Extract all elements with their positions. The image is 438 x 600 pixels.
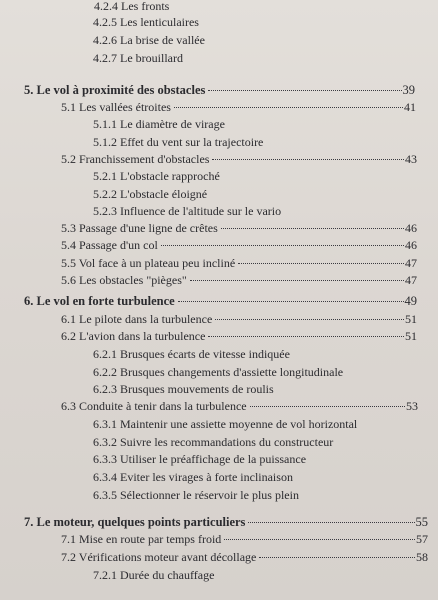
toc-entry-label: 5.1.1 Le diamètre de virage: [93, 117, 225, 131]
toc-entry-label: 4.2.5 Les lenticulaires: [93, 15, 199, 29]
toc-entry-5-2-1: [93, 168, 220, 184]
toc-chapter-5: [24, 82, 415, 98]
toc-entry-5-2-3: [93, 203, 281, 219]
toc-entry-7-2-1: [93, 567, 214, 583]
toc-section-7-2: [61, 549, 428, 565]
dot-leader: [259, 557, 415, 558]
toc-entry-label: 7.2.1 Durée du chauffage: [93, 568, 215, 582]
dot-leader: [224, 539, 415, 540]
toc-section-6-1: [61, 311, 417, 327]
toc-page-number: 58: [416, 550, 428, 564]
toc-section-title: 7.1 Mise en route par temps froid: [61, 532, 222, 546]
dot-leader: [190, 280, 404, 281]
toc-section-5-5: [61, 255, 417, 271]
toc-entry-6-3-5: [93, 487, 299, 503]
toc-entry-label: 4.2.7 Le brouillard: [93, 51, 183, 65]
toc-chapter-title: 6. Le vol en forte turbulence: [24, 294, 175, 308]
toc-entry-5-2-2: [93, 186, 207, 202]
toc-page-number: 46: [405, 221, 417, 235]
dot-leader: [250, 406, 405, 407]
toc-entry-label: 6.3.3 Utiliser le préaffichage de la puissance: [93, 452, 307, 466]
toc-section-5-4: [61, 237, 417, 253]
toc-entry-label: 4.2.4 Les fronts: [94, 0, 170, 13]
toc-entry-5-1-1: [93, 116, 225, 132]
toc-entry-label: 6.3.5 Sélectionner le réservoir le plus plein: [93, 488, 299, 502]
toc-entry-label: 4.2.6 La brise de vallée: [93, 33, 205, 47]
dot-leader: [174, 107, 403, 108]
toc-section-title: 6.3 Conduite à tenir dans la turbulence: [61, 399, 247, 413]
dot-leader: [161, 245, 404, 246]
toc-section-5-6: [61, 272, 417, 288]
toc-entry-label: 6.2.2 Brusques changements d'assiette longitudinale: [93, 365, 344, 379]
toc-page-number: 51: [405, 329, 417, 343]
toc-page-number: 46: [405, 238, 417, 252]
toc-page-number: 49: [404, 294, 417, 308]
toc-entry-4-2-6: [93, 32, 205, 48]
toc-page-number: 53: [406, 399, 418, 413]
toc-page-number: 39: [402, 83, 415, 97]
dot-leader: [221, 228, 404, 229]
toc-entry-label: 6.3.4 Eviter les virages à forte inclinaison: [93, 470, 293, 484]
toc-entry-label: 6.2.3 Brusques mouvements de roulis: [93, 382, 274, 396]
toc-page-number: 41: [404, 100, 416, 114]
toc-section-title: 7.2 Vérifications moteur avant décollage: [61, 550, 257, 564]
toc-section-5-2: [61, 151, 417, 167]
toc-page-number: 43: [405, 152, 417, 166]
toc-entry-6-3-4: [93, 469, 293, 485]
toc-entry-5-1-2: [93, 134, 263, 150]
dot-leader: [248, 522, 414, 523]
toc-entry-4-2-7: [93, 50, 183, 66]
toc-section-7-1: [61, 531, 428, 547]
toc-chapter-title: 7. Le moteur, quelques points particuliers: [24, 515, 246, 529]
toc-entry-6-3-1: [93, 416, 357, 432]
dot-leader: [212, 159, 404, 160]
toc-entry-label: 6.3.1 Maintenir une assiette moyenne de vol horizontal: [93, 417, 358, 431]
toc-entry-4-2-5: [93, 14, 199, 30]
toc-page-number: 55: [415, 515, 428, 529]
toc-section-title: 5.6 Les obstacles "pièges": [61, 273, 187, 287]
toc-entry-6-2-3: [93, 381, 274, 397]
toc-entry-label: 5.2.2 L'obstacle éloigné: [93, 187, 208, 201]
toc-chapter-title: 5. Le vol à proximité des obstacles: [24, 83, 206, 97]
toc-page-number: 47: [405, 273, 417, 287]
toc-chapter-6: [24, 293, 417, 309]
toc-entry-label: 5.1.2 Effet du vent sur la trajectoire: [93, 135, 264, 149]
toc-entry-label: 6.2.1 Brusques écarts de vitesse indiquée: [93, 347, 290, 361]
dot-leader: [238, 263, 404, 264]
toc-section-5-3: [61, 220, 417, 236]
toc-chapter-7: [24, 514, 428, 530]
toc-section-title: 6.1 Le pilote dans la turbulence: [61, 312, 213, 326]
toc-page-number: 51: [405, 312, 417, 326]
toc-page-number: 47: [405, 256, 417, 270]
dot-leader: [215, 319, 404, 320]
toc-entry-6-3-3: [93, 451, 306, 467]
dot-leader: [208, 336, 404, 337]
toc-section-5-1: [61, 99, 416, 115]
toc-page-number: 57: [416, 532, 428, 546]
toc-section-title: 5.2 Franchissement d'obstacles: [61, 152, 210, 166]
toc-entry-4-2-4: [94, 0, 169, 14]
toc-section-title: 6.2 L'avion dans la turbulence: [61, 329, 206, 343]
toc-entry-6-3-2: [93, 434, 333, 450]
toc-entry-6-2-2: [93, 364, 343, 380]
toc-section-6-2: [61, 328, 417, 344]
toc-entry-label: 5.2.1 L'obstacle rapproché: [93, 169, 220, 183]
toc-entry-6-2-1: [93, 346, 290, 362]
toc-entry-label: 6.3.2 Suivre les recommandations du constructeur: [93, 435, 334, 449]
toc-section-title: 5.5 Vol face à un plateau peu incliné: [61, 256, 236, 270]
dot-leader: [208, 90, 401, 91]
toc-section-6-3: [61, 398, 418, 414]
toc-section-title: 5.3 Passage d'une ligne de crêtes: [61, 221, 218, 235]
toc-entry-label: 5.2.3 Influence de l'altitude sur le vario: [93, 204, 282, 218]
dot-leader: [178, 301, 404, 302]
toc-section-title: 5.1 Les vallées étroites: [61, 100, 171, 114]
toc-section-title: 5.4 Passage d'un col: [61, 238, 158, 252]
